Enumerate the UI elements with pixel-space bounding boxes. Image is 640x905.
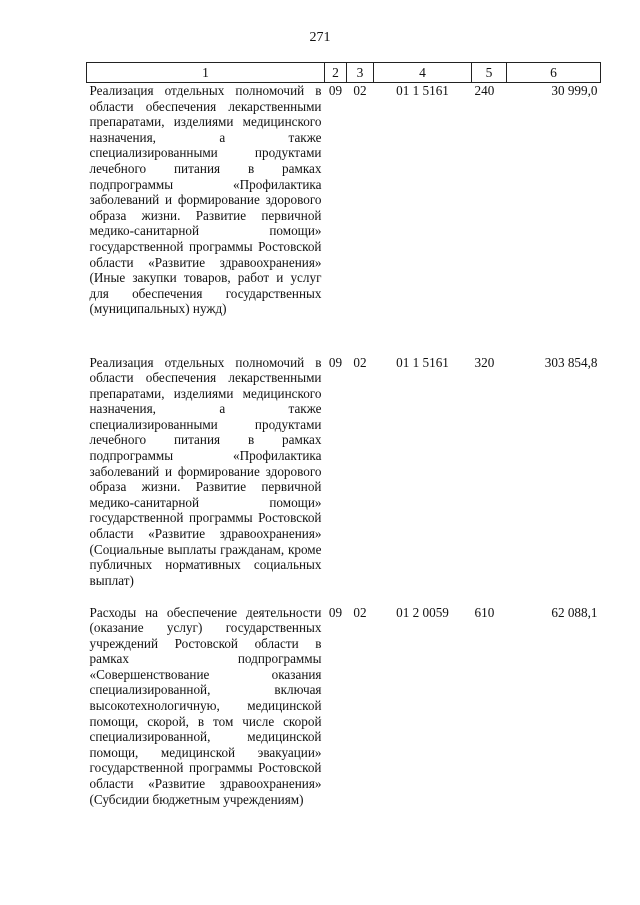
budget-table	[86, 62, 601, 815]
row-section: 09	[328, 354, 343, 370]
row-section: 09	[328, 604, 343, 620]
header-col-2: 2	[325, 63, 347, 83]
table-header-row	[87, 63, 601, 83]
header-col-4: 4	[374, 63, 472, 83]
header-col-3: 3	[347, 63, 374, 83]
header-col-5: 5	[472, 63, 507, 83]
table-row	[87, 355, 601, 605]
page-number: 271	[309, 30, 331, 45]
header-col-6: 6	[507, 63, 601, 83]
row-amount: 303 854,8	[544, 354, 598, 370]
row-expense-type: 240	[474, 83, 495, 98]
header-col-1: 1	[87, 63, 325, 83]
row-target-code: 01 2 0059	[396, 604, 449, 620]
row-target-code: 01 1 5161	[396, 83, 449, 98]
row-expense-type: 610	[474, 604, 495, 620]
row-description: Расходы на обеспечение деятельности (оказание услуг) государственных учреждений Ростовской области в рамках подпрограммы «Совершенствование оказания специализированной, включая высокотехнологичную, медицинской помощи, скорой, в том числе скорой специализированной, медицинской помощи, медицинской эвакуации» государственной программы Ростовской области «Развитие здравоохранения» (Субсидии бюджетным учреждениям)	[89, 604, 322, 807]
row-expense-type: 320	[474, 354, 495, 370]
row-subsection: 02	[353, 604, 367, 620]
row-subsection: 02	[353, 354, 367, 370]
row-section: 09	[328, 83, 343, 98]
row-description: Реализация отдельных полномочий в области обеспечения лекарственными препаратами, изделиями медицинского назначения, а также специализированными продуктами лечебного питания в рамках подпрограммы «Профилактика заболеваний и формирование здорового образа жизни. Развитие первичной медико-санитарной помощи» государственной программы Ростовской области «Развитие здравоохранения» (Иные закупки товаров, работ и услуг для обеспечения государственных (муниципальных) нужд)	[89, 83, 322, 317]
row-target-code: 01 1 5161	[396, 354, 449, 370]
row-description: Реализация отдельных полномочий в области обеспечения лекарственными препаратами, изделиями медицинского назначения, а также специализированными продуктами лечебного питания в рамках подпрограммы «Профилактика заболеваний и формирование здорового образа жизни. Развитие первичной медико-санитарной помощи» государственной программы Ростовской области «Развитие здравоохранения» (Социальные выплаты гражданам, кроме публичных нормативных социальных выплат)	[89, 354, 322, 588]
row-amount: 62 088,1	[551, 604, 598, 620]
table-row	[87, 605, 601, 816]
row-subsection: 02	[353, 83, 367, 98]
row-amount: 30 999,0	[551, 83, 598, 98]
table-row	[87, 83, 601, 355]
